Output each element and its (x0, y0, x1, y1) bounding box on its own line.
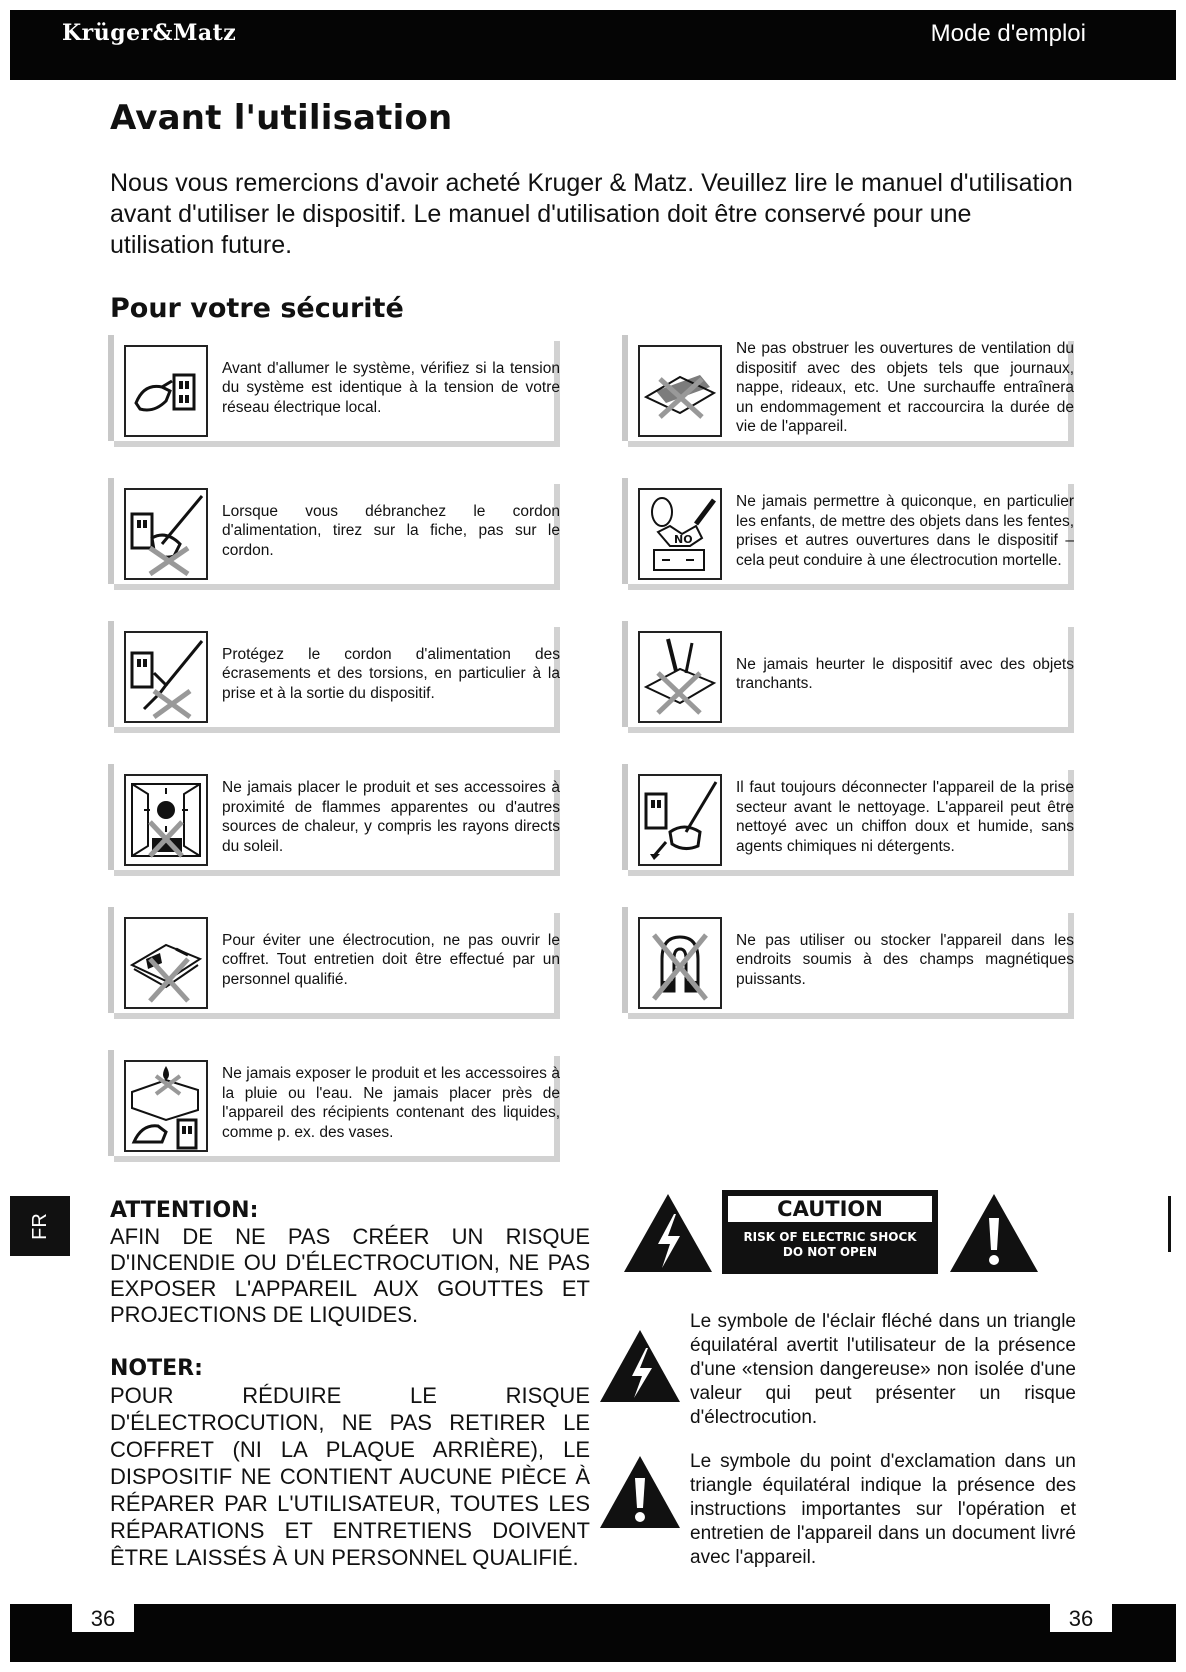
page-title: Avant l'utilisation (110, 98, 453, 138)
safety-card (108, 478, 560, 590)
lightning-triangle-icon (622, 1192, 714, 1274)
no-objects-insert-icon (638, 488, 722, 580)
safety-card (108, 764, 560, 876)
safety-text: Ne jamais placer le produit et ses accessoires à proximité de flammes apparentes ou d'autres sources de chaleur, y compris les rayons directs du soleil. (222, 779, 560, 855)
note-body: POUR RÉDUIRE LE RISQUE D'ÉLECTROCUTION, NE PAS RETIRER LE COFFRET (NI LA PLAQUE ARRIÈRE), LE DISPOSITIF NE CONTIENT AUCUNE PIÈCE À RÉPARER PAR L'UTILISATEUR, TOUTES LES RÉPARATIONS ET ENTRETIENS DOIVENT ÊTRE LAISSÉS À UN PERSONNEL QUALIFIÉ. (110, 1383, 590, 1570)
plug-voltage-icon (124, 345, 208, 437)
safety-card (622, 907, 1074, 1019)
footer-bar (10, 1604, 1176, 1662)
brand-logo: Krüger&Matz (62, 20, 237, 46)
safety-text: Ne jamais heurter le dispositif avec des objets tranchants. (736, 655, 1074, 692)
safety-text: Ne jamais permettre à quiconque, en particulier les enfants, de mettre des objets dans les fentes, prises et autres ouvertures dans le dispositif – cela peut conduire à une électrocution mortelle. (736, 493, 1074, 569)
no-water-icon (124, 1060, 208, 1152)
no-magnet-icon (638, 917, 722, 1009)
page-number-left: 36 (72, 1604, 134, 1632)
exclamation-triangle-icon (948, 1192, 1040, 1274)
do-not-open-icon (124, 917, 208, 1009)
margin-marker (1168, 1196, 1171, 1252)
language-tab (10, 1196, 70, 1256)
safety-card (622, 764, 1074, 876)
caution-box (722, 1190, 938, 1274)
lightning-symbol-icon (598, 1328, 682, 1404)
safety-text: Il faut toujours déconnecter l'appareil de la prise secteur avant le nettoyage. L'appareil peut être nettoyé avec un chiffon doux et humide, sans agents chimiques ni détergents. (736, 779, 1074, 855)
unplug-cord-icon (124, 488, 208, 580)
safety-card (108, 621, 560, 733)
caution-title: CAUTION (728, 1196, 932, 1222)
safety-text: Protégez le cordon d'alimentation des écrasements et des torsions, en particulier à la prise et à la sortie du dispositif. (222, 645, 560, 702)
safety-text: Ne jamais exposer le produit et les accessoires à la pluie ou l'eau. Ne jamais placer près de l'appareil des récipients contenant des liquides, comme p. ex. des vases. (222, 1065, 560, 1141)
intro-paragraph: Nous vous remercions d'avoir acheté Kruger & Matz. Veuillez lire le manuel d'utilisation avant d'utiliser le dispositif. Le manuel d'utilisation doit être conservé pour une utilisation future. (110, 169, 1073, 259)
safety-card (622, 335, 1074, 447)
note-heading: NOTER: (110, 1356, 203, 1381)
exclamation-symbol-text: Le symbole du point d'exclamation dans un triangle équilatéral indique la présence des instructions importantes sur l'opération et entretien de l'appareil dans un document livré avec l'appareil. (690, 1451, 1076, 1568)
safety-text: Ne pas obstruer les ouvertures de ventilation du dispositif avec des objets tels que journaux, nappe, rideaux, etc. Une surchauffe entraînera un endommagement et raccourcira la durée de vie de l'appareil. (736, 340, 1074, 436)
language-label: FR (28, 1212, 51, 1240)
attention-heading: ATTENTION: (110, 1198, 259, 1223)
safety-card (108, 907, 560, 1019)
safety-text: Lorsque vous débranchez le cordon d'alimentation, tirez sur la fiche, pas sur le cordon. (222, 502, 560, 559)
caution-label (622, 1190, 1040, 1278)
safety-text: Ne pas utiliser ou stocker l'appareil dans les endroits soumis à des champs magnétiques puissants. (736, 931, 1074, 988)
safety-card (108, 335, 560, 447)
safety-card (622, 621, 1074, 733)
blocked-ventilation-icon (638, 345, 722, 437)
unplug-before-cleaning-icon (638, 774, 722, 866)
lightning-symbol-text: Le symbole de l'éclair fléché dans un triangle équilatéral avertit l'utilisateur de la présence d'une «tension dangereuse» non isolée d'une valeur qui peut présenter un risque d'électrocution. (690, 1311, 1076, 1428)
caution-subtitle: RISK OF ELECTRIC SHOCK DO NOT OPEN (743, 1230, 917, 1259)
no-sharp-objects-icon (638, 631, 722, 723)
page-number-right: 36 (1050, 1604, 1112, 1632)
safety-card (622, 478, 1074, 590)
svg-text:NO: NO (674, 533, 693, 546)
protect-cord-icon (124, 631, 208, 723)
exclamation-symbol-icon (598, 1454, 682, 1530)
safety-text: Pour éviter une électrocution, ne pas ouvrir le coffret. Tout entretien doit être effectué par un personnel qualifié. (222, 931, 560, 988)
attention-body: AFIN DE NE PAS CRÉER UN RISQUE D'INCENDIE OU D'ÉLECTROCUTION, NE PAS EXPOSER L'APPAREIL AUX GOUTTES ET PROJECTIONS DE LIQUIDES. (110, 1224, 590, 1327)
safety-card (108, 1050, 560, 1162)
safety-heading: Pour votre sécurité (110, 293, 404, 324)
no-heat-sun-icon (124, 774, 208, 866)
safety-text: Avant d'allumer le système, vérifiez si la tension du système est identique à la tension de votre réseau électrique local. (222, 359, 560, 416)
header-section-title: Mode d'emploi (930, 20, 1086, 47)
